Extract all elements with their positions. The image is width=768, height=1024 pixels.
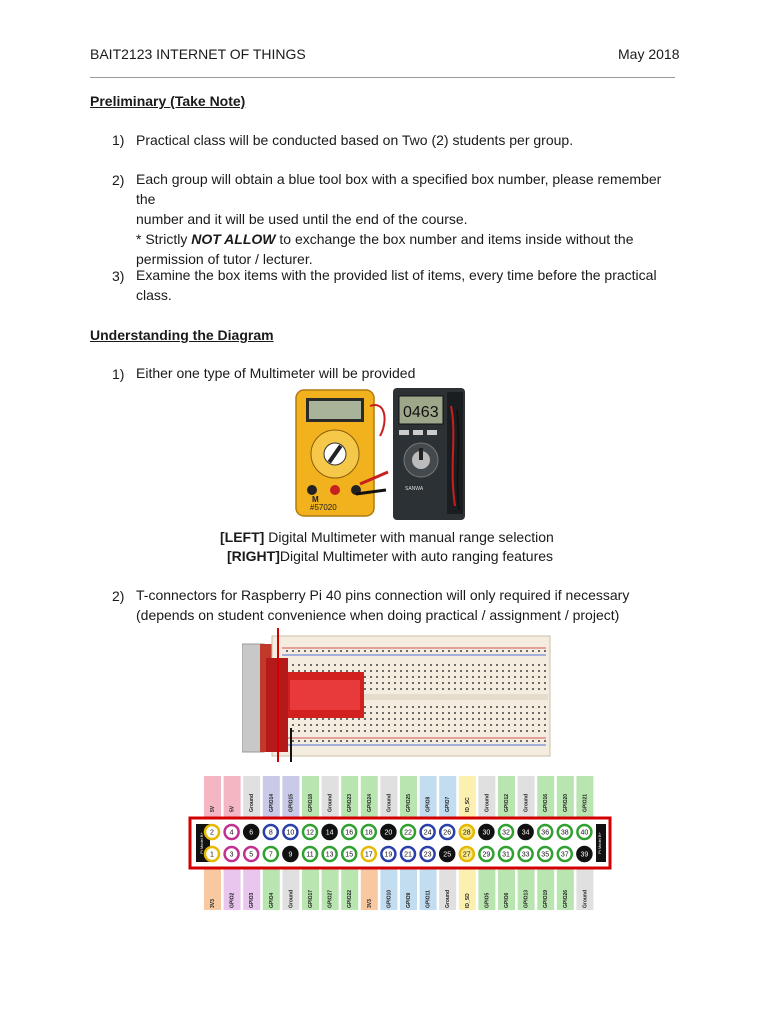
- manual-multimeter-image: [290, 386, 390, 522]
- gpio-pin-number: 29: [482, 851, 491, 859]
- gpio-pin-number: 36: [541, 829, 550, 837]
- left-model-label: #57020: [310, 503, 337, 512]
- caption-right: [227, 546, 553, 566]
- header-date: May 2018: [618, 46, 680, 62]
- prelim-item-2-note: [136, 229, 677, 249]
- prelim-item-2-number: 2): [112, 172, 125, 188]
- diagram-item-2-text: [136, 585, 677, 625]
- gpio-pin-number: 5: [249, 851, 254, 859]
- gpio-top-label: GPIO16: [543, 793, 550, 812]
- gpio-bottom-label: GPIO3: [249, 892, 256, 908]
- note-rest: to exchange the box number and items inside without the: [275, 231, 634, 247]
- preliminary-heading: Preliminary (Take Note): [90, 93, 246, 109]
- diagram-item-2-line2: (depends on student convenience when doing practical / assignment / project): [136, 607, 620, 623]
- gpio-bottom-label: GPIO19: [543, 889, 550, 908]
- caption-left-tag: [LEFT]: [220, 529, 265, 545]
- gpio-pin-number: 25: [443, 851, 452, 859]
- gpio-pin-number: 16: [345, 829, 354, 837]
- caption-right-text: Digital Multimeter with auto ranging features: [279, 548, 554, 564]
- gpio-top-label: GPIO15: [288, 793, 295, 812]
- gpio-bottom-label: Ground: [445, 889, 452, 908]
- gpio-pin-number: 24: [423, 829, 432, 837]
- gpio-top-label: Ground: [386, 793, 393, 812]
- gpio-bottom-label: GPIO10: [386, 889, 393, 908]
- gpio-top-label: 5V: [210, 805, 216, 812]
- gpio-pin-number: 10: [286, 829, 295, 837]
- gpio-top-label: GPIO23: [347, 793, 354, 812]
- diagram-item-2-number: 2): [112, 588, 125, 604]
- gpio-bottom-label: 3V3: [210, 899, 216, 908]
- gpio-top-label: GPIO7: [445, 796, 452, 812]
- prelim-item-2-line4: permission of tutor / lecturer.: [136, 251, 313, 267]
- gpio-top-label: GPIO8: [425, 796, 432, 812]
- gpio-top-label: GPIO20: [562, 793, 569, 812]
- gpio-bottom-label: 3V3: [366, 899, 373, 908]
- diagram-heading: Understanding the Diagram: [90, 327, 274, 343]
- not-allow-emphasis: NOT ALLOW: [191, 231, 276, 247]
- gpio-bottom-label: GPIO4: [268, 892, 275, 908]
- gpio-pin-number: 17: [364, 851, 373, 859]
- gpio-bottom-label: GPIO11: [425, 890, 432, 908]
- gpio-top-label: GPIO12: [504, 793, 510, 812]
- gpio-top-label: Ground: [327, 793, 334, 812]
- header-divider: [90, 77, 675, 78]
- caption-left: [220, 527, 554, 547]
- gpio-pin-number: 7: [268, 851, 273, 859]
- gpio-pin-number: 40: [580, 829, 589, 837]
- gpio-bottom-label: GPIO17: [308, 889, 314, 908]
- note-prefix: * Strictly: [136, 231, 192, 247]
- prelim-item-3-line2: class.: [136, 287, 172, 303]
- gpio-top-label: Ground: [484, 793, 491, 812]
- gpio-pin-number: 27: [462, 851, 471, 859]
- prelim-item-1-number: 1): [112, 132, 125, 148]
- right-display-reading: 0463: [403, 404, 439, 421]
- left-brand-label: M: [312, 495, 319, 504]
- gpio-pin-number: 15: [345, 851, 354, 859]
- prelim-item-3-text: [136, 265, 677, 305]
- right-brand-label: SANWA: [405, 486, 424, 492]
- prelim-item-2-text: [136, 169, 677, 269]
- gpio-bottom-label: Ground: [288, 889, 295, 908]
- gpio-bottom-label: Ground: [582, 889, 589, 908]
- gpio-pin-number: 18: [364, 829, 373, 837]
- gpio-pin-number: 12: [306, 829, 314, 837]
- gpio-bottom-label: GPIO2: [229, 892, 236, 908]
- left-side-label: Pi Model B+: [199, 832, 204, 854]
- prelim-item-2-line1: Each group will obtain a blue tool box with a specified box number, please remember the: [136, 171, 662, 207]
- gpio-pin-number: 8: [268, 829, 273, 837]
- caption-right-tag: [RIGHT]: [227, 548, 280, 564]
- gpio-top-label: ID_SC: [464, 797, 471, 812]
- prelim-item-3-line1: Examine the box items with the provided list of items, every time before the practical: [136, 267, 657, 283]
- gpio-pin-number: 20: [384, 829, 393, 837]
- gpio-top-label: GPIO14: [268, 793, 275, 812]
- gpio-bottom-label: GPIO9: [406, 892, 412, 908]
- gpio-pin-number: 32: [502, 829, 510, 837]
- gpio-pin-number: 23: [423, 851, 432, 859]
- gpio-top-label: GPIO21: [582, 793, 589, 812]
- gpio-pin-number: 9: [288, 851, 293, 859]
- prelim-item-2-line2: number and it will be used until the end of the course.: [136, 211, 468, 227]
- diagram-item-1-text: Either one type of Multimeter will be provided: [136, 365, 416, 381]
- gpio-bottom-label: GPIO6: [504, 892, 510, 908]
- gpio-pin-number: 28: [462, 829, 471, 837]
- gpio-pin-number: 19: [384, 851, 393, 859]
- diagram-item-2-line1: T-connectors for Raspberry Pi 40 pins connection will only required if necessary: [136, 587, 630, 603]
- gpio-pin-number: 34: [521, 829, 530, 837]
- gpio-pin-number: 3: [229, 851, 234, 859]
- gpio-top-label: GPIO18: [308, 793, 314, 812]
- gpio-bottom-label: GPIO22: [347, 889, 354, 908]
- gpio-top-label: Ground: [523, 793, 530, 812]
- gpio-top-label: GPIO25: [406, 793, 412, 812]
- gpio-pin-number: 38: [560, 829, 569, 837]
- gpio-pin-number: 1: [210, 851, 214, 859]
- gpio-pin-number: 11: [306, 851, 314, 859]
- gpio-top-label: 5V: [229, 805, 236, 812]
- gpio-pin-number: 14: [325, 829, 334, 837]
- gpio-bottom-label: ID_SD: [464, 893, 471, 908]
- gpio-pin-number: 30: [482, 829, 491, 837]
- prelim-item-1-text: Practical class will be conducted based on Two (2) students per group.: [136, 132, 574, 148]
- gpio-pin-number: 2: [210, 829, 214, 837]
- gpio-bottom-label: GPIO26: [562, 889, 569, 908]
- gpio-pin-number: 35: [541, 851, 550, 859]
- breadboard-tconnector-image: [242, 628, 552, 762]
- gpio-pin-number: 39: [580, 851, 589, 859]
- gpio-pin-number: 26: [443, 829, 452, 837]
- gpio-bottom-label: GPIO5: [484, 892, 491, 908]
- gpio-pin-number: 4: [229, 829, 234, 837]
- gpio-bottom-label: GPIO27: [327, 889, 334, 908]
- diagram-item-1-number: 1): [112, 366, 125, 382]
- gpio-top-label: GPIO24: [366, 793, 373, 812]
- gpio-bottom-label: GPIO13: [523, 889, 530, 908]
- autorange-multimeter-image: [391, 386, 467, 522]
- course-title: BAIT2123 INTERNET OF THINGS: [90, 46, 306, 62]
- gpio-pin-number: 37: [560, 851, 569, 859]
- gpio-pin-number: 13: [325, 851, 334, 859]
- right-side-label: Pi Model B+: [597, 832, 602, 854]
- gpio-pin-number: 31: [502, 851, 510, 859]
- gpio-pin-number: 22: [404, 829, 412, 837]
- prelim-item-3-number: 3): [112, 268, 125, 284]
- gpio-pin-number: 21: [404, 851, 412, 859]
- caption-left-text: Digital Multimeter with manual range selection: [264, 529, 554, 545]
- gpio-pinout-diagram: [186, 772, 630, 916]
- gpio-pin-number: 6: [249, 829, 254, 837]
- gpio-pin-number: 33: [521, 851, 530, 859]
- gpio-top-label: Ground: [249, 793, 256, 812]
